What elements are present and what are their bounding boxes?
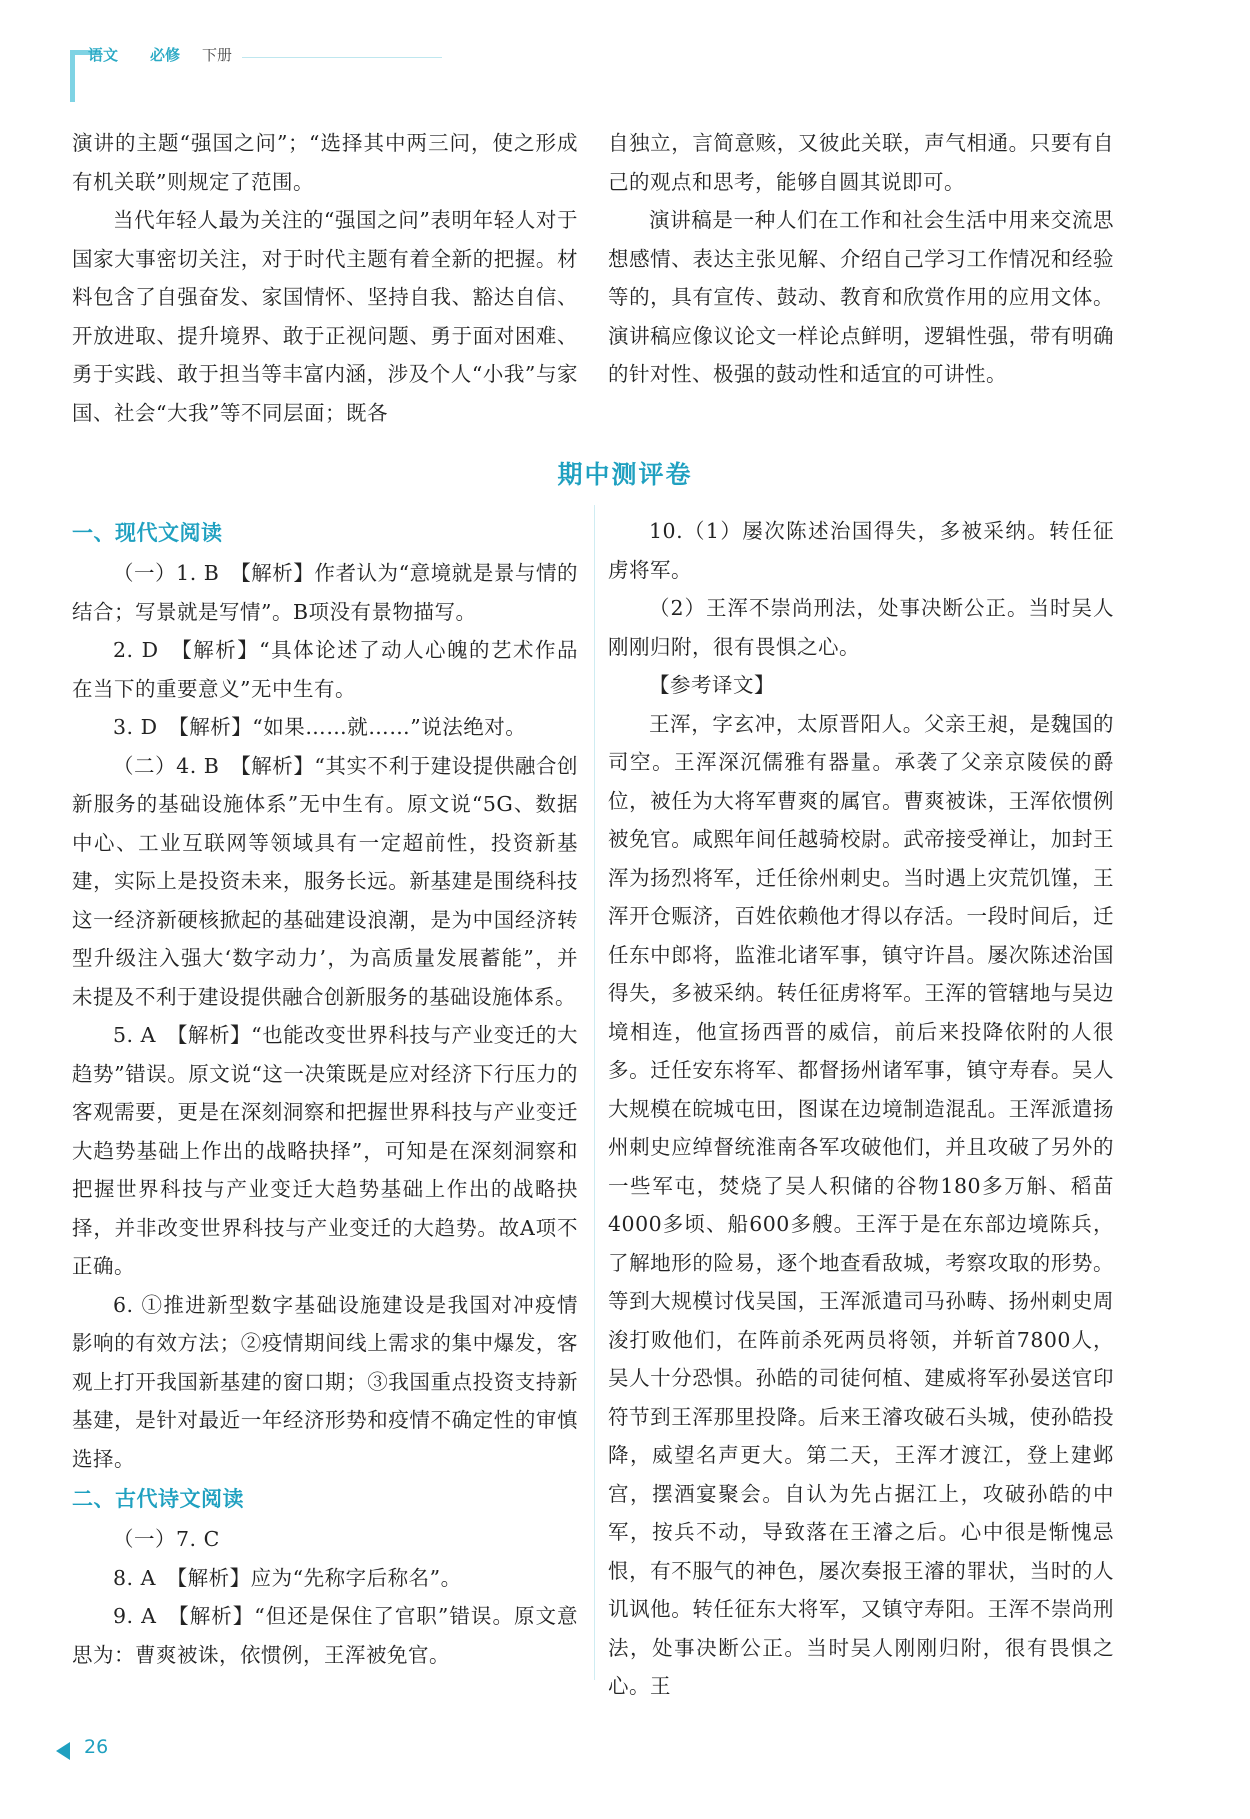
column-divider (594, 505, 595, 1680)
answer-item: （2）王浑不崇尚刑法，处事决断公正。当时吴人刚刚归附，很有畏惧之心。 (608, 596, 1114, 659)
top-right-column (608, 124, 1114, 394)
paragraph: 当代年轻人最为关注的“强国之问”表明年轻人对于国家大事密切关注，对于时代主题有着全新的把握。材料包含了自强奋发、家国情怀、坚持自我、豁达自信、开放进取、提升境界、敢于正视问题、勇于面对困难、勇于实践、敢于担当等丰富内涵，涉及个人“小我”与家国、社会“大我”等不同层面；既各 (72, 208, 578, 425)
answer-item: 10.（1）屡次陈述治国得失，多被采纳。转任征虏将军。 (608, 519, 1114, 582)
page-number: 26 (84, 1736, 109, 1758)
section-heading-classical-reading: 二、古代诗文阅读 (72, 1487, 244, 1511)
answer-item: 6. ①推进新型数字基础设施建设是我国对冲疫情影响的有效方法；②疫情期间线上需求的集中爆发，客观上打开我国新基建的窗口期；③我国重点投资支持新基建，是针对最近一年经济形势和疫情不确定性的审慎选择。 (72, 1292, 578, 1471)
answer-item: 2. D 【解析】“具体论述了动人心魄的艺术作品在当下的重要意义”无中生有。 (72, 638, 578, 701)
paragraph: 自独立，言简意赅，又彼此关联，声气相通。只要有自己的观点和思考，能够自圆其说即可。 (608, 131, 1114, 194)
translation-label: 【参考译文】 (649, 673, 775, 697)
answer-item: 8. A 【解析】应为“先称字后称名”。 (113, 1565, 462, 1590)
header-bracket (70, 50, 75, 102)
section-title: 期中测评卷 (557, 460, 693, 489)
answer-item: 5. A 【解析】“也能改变世界科技与产业变迁的大趋势”错误。原文说“这一决策既是应对经济下行压力的客观需要，更是在深刻洞察和把握世界科技与产业变迁大趋势基础上作出的战略抉择”，可知是在深刻洞察和把握世界科技与产业变迁大趋势基础上作出的战略抉择，并非改变世界科技与产业变迁的大趋势。故A项不正确。 (72, 1023, 578, 1278)
header-volume: 下册 (202, 46, 233, 64)
answer-item: （一）1. B 【解析】作者认为“意境就是景与情的结合；写景就是写情”。B项没有景物描写。 (72, 561, 578, 624)
header-subject: 语文 (88, 46, 119, 64)
section-heading-modern-reading: 一、现代文阅读 (72, 521, 223, 545)
answers-right-column (608, 512, 1114, 1706)
header-course: 必修 (150, 46, 181, 64)
page-header (70, 44, 390, 104)
answer-item: （二）4. B 【解析】“其实不利于建设提供融合创新服务的基础设施体系”无中生有。原文说“5G、数据中心、工业互联网等领域具有一定超前性，投资新基建，实际上是投资未来，服务长远。新基建是围绕科技这一经济新硬核掀起的基础建设浪潮，是为中国经济转型升级注入强大‘数字动力’，为高质量发展蓄能”，并未提及不利于建设提供融合创新服务的基础设施体系。 (72, 753, 578, 1009)
answer-item: （一）7. C (113, 1527, 220, 1551)
answers-left-column (72, 512, 578, 1674)
answer-item: 3. D 【解析】“如果……就……”说法绝对。 (113, 715, 527, 739)
paragraph: 演讲稿是一种人们在工作和社会生活中用来交流思想感情、表达主张见解、介绍自己学习工作情况和经验等的，具有宣传、鼓动、教育和欣赏作用的应用文体。演讲稿应像议论文一样论点鲜明，逻辑性强，带有明确的针对性、极强的鼓动性和适宜的可讲性。 (608, 208, 1114, 386)
reference-translation: 王浑，字玄冲，太原晋阳人。父亲王昶，是魏国的司空。王浑深沉儒雅有器量。承袭了父亲京陵侯的爵位，被任为大将军曹爽的属官。曹爽被诛，王浑依惯例被免官。咸熙年间任越骑校尉。武帝接受禅让，加封王浑为扬烈将军，迁任徐州刺史。当时遇上灾荒饥馑，王浑开仓赈济，百姓依赖他才得以存活。一段时间后，迁任东中郎将，监淮北诸军事，镇守许昌。屡次陈述治国得失，多被采纳。转任征虏将军。王浑的管辖地与吴边境相连，他宣扬西晋的威信，前后来投降依附的人很多。迁任安东将军、都督扬州诸军事，镇守寿春。吴人大规模在皖城屯田，图谋在边境制造混乱。王浑派遣扬州刺史应绰督统淮南各军攻破他们，并且攻破了另外的一些军屯，焚烧了吴人积储的谷物180多万斛、稻苗4000多顷、船600多艘。王浑于是在东部边境陈兵，了解地形的险易，逐个地查看敌城，考察攻取的形势。等到大规模讨伐吴国，王浑派遣司马孙畴、扬州刺史周浚打败他们，在阵前杀死两员将领，并斩首7800人，吴人十分恐惧。孙皓的司徒何植、建威将军孙晏送官印符节到王浑那里投降。后来王濬攻破石头城，使孙皓投降，威望名声更大。第二天，王浑才渡江，登上建邺宫，摆酒宴聚会。自认为先占据江上，攻破孙皓的中军，按兵不动，导致落在王濬之后。心中很是惭愧忌恨，有不服气的神色，屡次奏报王濬的罪状，当时的人讥讽他。转任征东大将军，又镇守寿阳。王浑不崇尚刑法，处事决断公正。当时吴人刚刚归附，很有畏惧之心。王 (608, 711, 1114, 1698)
answer-item: 9. A 【解析】“但还是保住了官职”错误。原文意思为：曹爽被诛，依惯例，王浑被免官。 (72, 1604, 578, 1667)
paragraph: 演讲的主题“强国之问”；“选择其中两三问，使之形成有机关联”则规定了范围。 (72, 131, 578, 194)
top-left-column (72, 124, 578, 432)
header-rule (242, 57, 442, 58)
page-arrow-icon (56, 1742, 70, 1760)
